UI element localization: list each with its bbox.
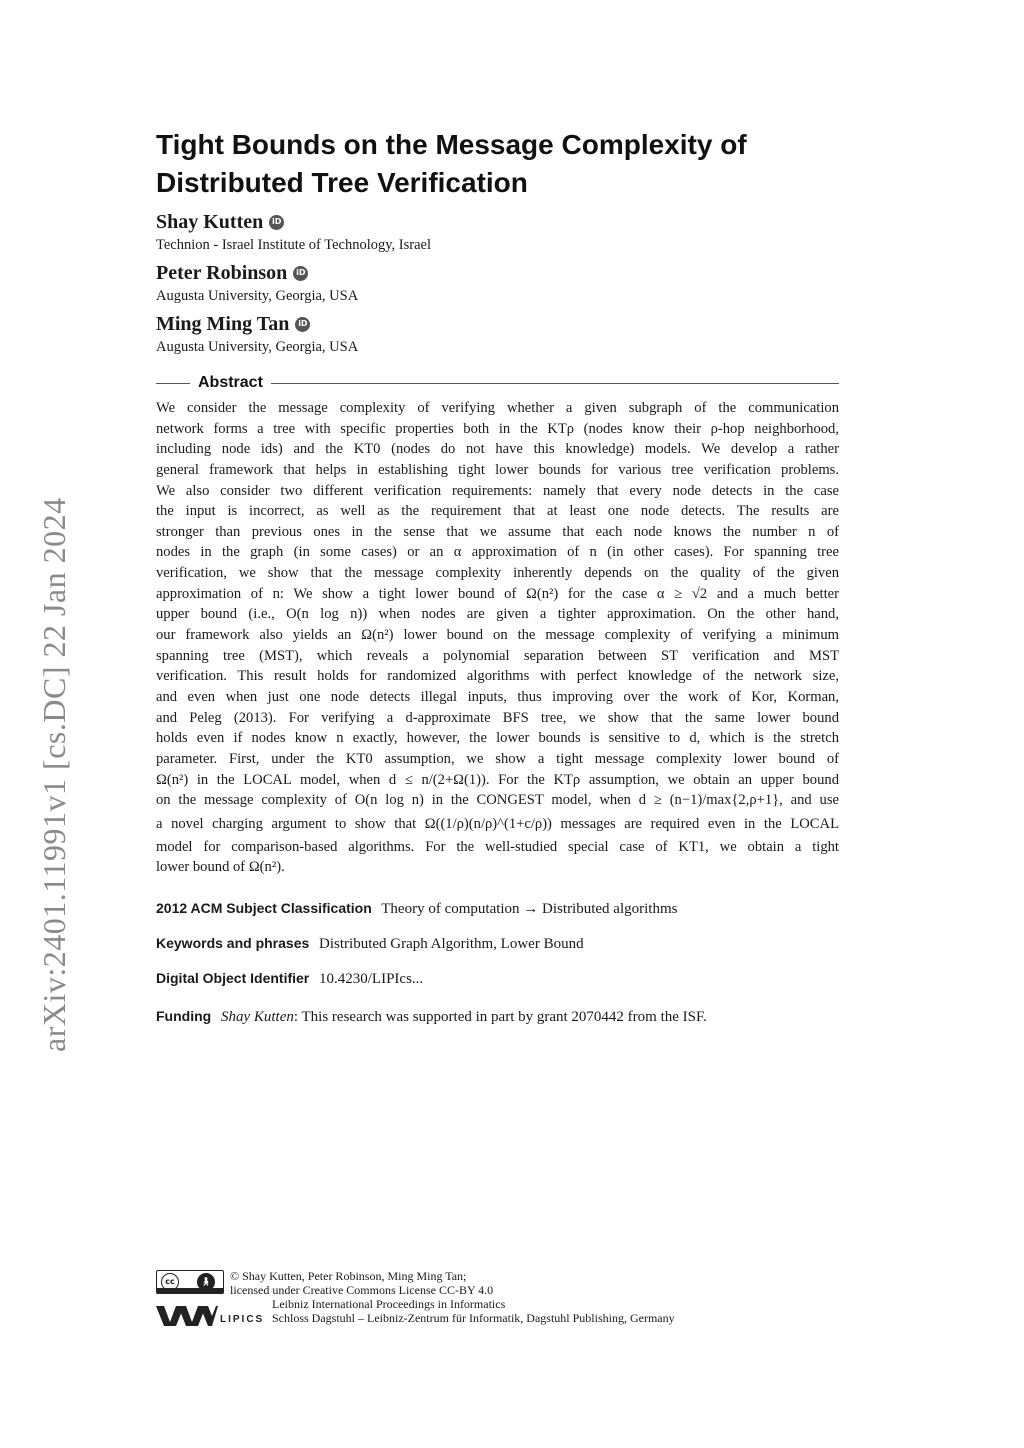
arxiv-identifier: arXiv:2401.11991v1 [cs.DC] 22 Jan 2024 (36, 497, 72, 1052)
abstract-line: We also consider two different verification requirements: namely that every node detects in the case (156, 482, 839, 499)
abstract-line: including node ids) and the KT0 (nodes do not have this knowledge) models. We develop a rather (156, 441, 839, 458)
abstract-line: and even when just one node detects illegal inputs, thus improving over the work of Kor, Korman, (156, 688, 839, 705)
funding-text: : This research was supported in part by grant 2070442 from the ISF. (293, 1009, 707, 1025)
lipics-logo-icon (156, 1302, 218, 1328)
abstract-line: spanning tree (MST), which reveals a polynomial separation between ST verification and MST (156, 647, 839, 664)
author-name: Ming Ming Tan (156, 313, 290, 335)
abstract-line: We consider the message complexity of verifying whether a given subgraph of the communication (156, 400, 839, 416)
author-block (156, 261, 358, 306)
abstract-line: our framework also yields an Ω(n²) lower bound on the message complexity of verifying a minimum (156, 627, 839, 644)
keywords-value: Distributed Graph Algorithm, Lower Bound (319, 936, 584, 952)
author-affiliation: Technion - Israel Institute of Technology, Israel (156, 237, 431, 253)
doi (156, 970, 856, 988)
funding (156, 1008, 856, 1026)
abstract-line: on the message complexity of O(n log n) in the CONGEST model, when d ≥ (n−1)/max{2,ρ+1}, and use (156, 792, 839, 809)
title-line: Tight Bounds on the Message Complexity of (156, 129, 747, 160)
abstract-label: Abstract (198, 374, 263, 391)
orcid-icon[interactable]: iD (269, 215, 284, 230)
abstract-line: a novel charging argument to show that Ω((1/ρ)(n/ρ)^(1+c/ρ)) messages are required even in the LOCAL (156, 815, 839, 832)
title-line: Distributed Tree Verification (156, 167, 528, 198)
author-block (156, 210, 431, 255)
lipics-wordmark: LIPICS (220, 1314, 265, 1325)
footer-publisher: Schloss Dagstuhl – Leibniz-Zentrum für Informatik, Dagstuhl Publishing, Germany (272, 1311, 675, 1325)
paper-title (156, 126, 856, 202)
abstract-line: lower bound of Ω(n²). (156, 859, 285, 876)
abstract-line: the input is incorrect, as well as the requirement that at least one node detects. The results are (156, 503, 839, 520)
funding-label: Funding (156, 1008, 212, 1024)
acm-label: 2012 ACM Subject Classification (156, 900, 372, 916)
author-block (156, 312, 358, 357)
author-affiliation: Augusta University, Georgia, USA (156, 339, 359, 355)
abstract-line: Ω(n²) in the LOCAL model, when d ≤ n/(2+Ω(1)). For the KTρ assumption, we obtain an upper bound (156, 771, 839, 788)
orcid-icon[interactable]: iD (293, 266, 308, 281)
author-name: Peter Robinson (156, 262, 288, 284)
author-affiliation: Augusta University, Georgia, USA (156, 288, 359, 304)
abstract-line: verification, we show that the message complexity inherently depends on the quality of the given (156, 565, 839, 582)
cc-by-badge-icon[interactable] (156, 1270, 224, 1294)
abstract-line: general framework that helps in establishing tight lower bounds for various tree verification problems. (156, 461, 839, 478)
abstract-line: parameter. First, under the KT0 assumption, we show a tight message complexity lower bound of (156, 750, 839, 767)
acm-classification (156, 900, 856, 918)
footer-series: Leibniz International Proceedings in Informatics (272, 1297, 506, 1311)
abstract-heading (156, 373, 839, 393)
cc-icon: cc (161, 1273, 179, 1291)
abstract-line: approximation of n: We show a tight lower bound of Ω(n²) for the case α ≥ √2 and a much better (156, 585, 839, 602)
abstract-line: upper bound (i.e., O(n log n)) when nodes are given a tighter approximation. On the other hand, (156, 606, 839, 623)
footer-license[interactable]: licensed under Creative Commons License CC-BY 4.0 (230, 1283, 494, 1297)
abstract-line: model for comparison-based algorithms. For the well-studied special case of KT1, we obtain a tight (156, 838, 839, 855)
abstract-line: network forms a tree with specific properties both in the KTρ (nodes know their ρ-hop neighborhood, (156, 420, 839, 437)
funding-person: Shay Kutten (220, 1009, 294, 1025)
person-icon: 🚶︎ (197, 1273, 215, 1291)
doi-label: Digital Object Identifier (156, 970, 310, 986)
abstract-line: stronger than previous ones in the sense that we assume that each node knows the number n of (156, 523, 839, 540)
orcid-icon[interactable]: iD (295, 317, 310, 332)
by-strip (157, 1288, 223, 1294)
abstract-line: nodes in the graph (in some cases) or an α approximation of n (in other cases). For spanning tree (156, 544, 839, 561)
heading-rule (271, 383, 839, 384)
footer-copyright: © Shay Kutten, Peter Robinson, Ming Ming Tan; (230, 1269, 467, 1283)
author-name: Shay Kutten (156, 211, 264, 233)
abstract-line: holds even if nodes know n exactly, however, the lower bounds is sensitive to d, which is the stretch (156, 730, 839, 747)
acm-value: Theory of computation → Distributed algorithms (381, 901, 678, 917)
doi-value[interactable]: 10.4230/LIPIcs... (319, 971, 424, 987)
heading-rule (156, 383, 190, 384)
keywords (156, 935, 856, 953)
keywords-label: Keywords and phrases (156, 935, 310, 951)
abstract-line: and Peleg (2013). For verifying a d-approximate BFS tree, we show that the same lower bound (156, 709, 839, 726)
abstract-line: verification. This result holds for randomized algorithms with perfect knowledge of the network size, (156, 668, 839, 685)
abstract-body (156, 398, 839, 878)
